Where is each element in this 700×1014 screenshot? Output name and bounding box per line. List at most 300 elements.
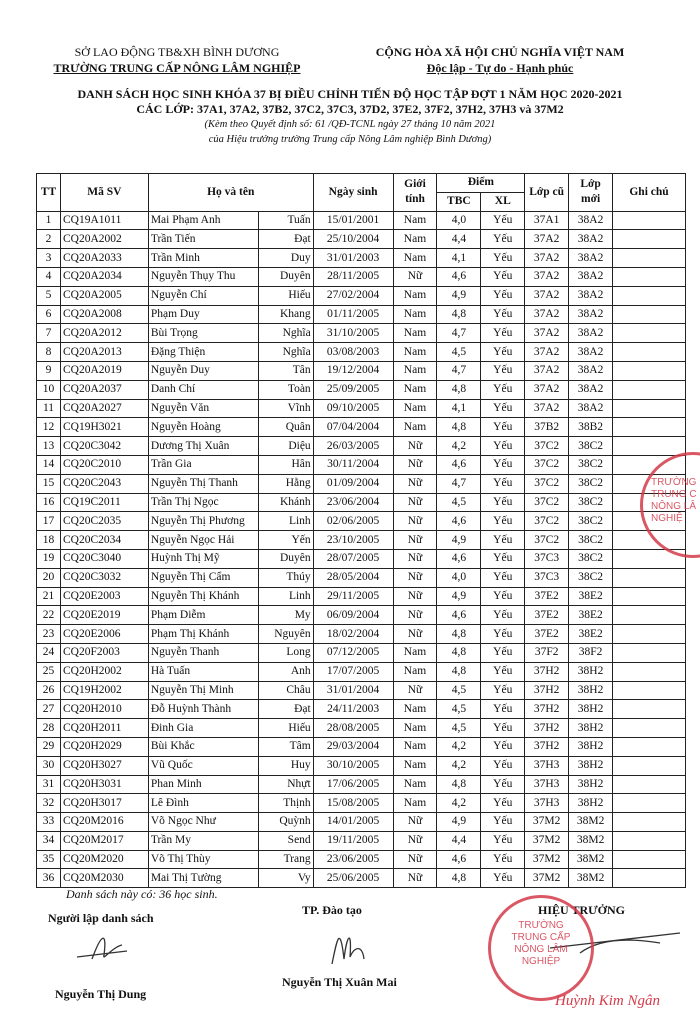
cell-cu: 37E2 [525,606,569,625]
cell-tt: 3 [37,249,61,268]
cell-xl: Yếu [481,662,525,681]
cell-ho: Nguyễn Thị Thanh [148,474,258,493]
cell-gt: Nam [393,249,437,268]
cell-ten: Duyên [258,267,313,286]
table-row [37,587,686,606]
cell-ghi-chu [613,380,686,399]
col-gioi-tinh: Giới tính [393,174,437,212]
cell-xl: Yếu [481,681,525,700]
cell-cu: 37H3 [525,794,569,813]
table-row [37,455,686,474]
cell-ma: CQ20A2005 [60,286,148,305]
cell-ten: Khánh [258,493,313,512]
cell-tbc: 4,2 [437,437,481,456]
cell-tt: 34 [37,831,61,850]
cell-ten: Nghĩa [258,343,313,362]
cell-ghi-chu [613,568,686,587]
cell-tbc: 4,5 [437,700,481,719]
table-row [37,531,686,550]
cell-ho: Phạm Thị Khánh [148,625,258,644]
table-row [37,625,686,644]
cell-tt: 11 [37,399,61,418]
cell-ghi-chu [613,662,686,681]
cell-ho: Nguyễn Thị Phương [148,512,258,531]
cell-moi: 38H2 [569,737,613,756]
cell-ghi-chu [613,869,686,888]
cell-gt: Nữ [393,512,437,531]
cell-tbc: 4,8 [437,643,481,662]
cell-tt: 12 [37,418,61,437]
document-subtitle: CÁC LỚP: 37A1, 37A2, 37B2, 37C2, 37C3, 37D2, 37E2, 37F2, 37H2, 37H3 và 37M2 [136,102,564,116]
cell-tt: 9 [37,361,61,380]
cell-ma: CQ20E2019 [60,606,148,625]
cell-xl: Yếu [481,643,525,662]
cell-ho: Nguyễn Hoàng [148,418,258,437]
cell-tbc: 4,6 [437,267,481,286]
cell-xl: Yếu [481,343,525,362]
cell-gt: Nữ [393,531,437,550]
cell-ho: Mai Thị Tường [148,869,258,888]
cell-moi: 38M2 [569,831,613,850]
cell-cu: 37C2 [525,512,569,531]
cell-ghi-chu [613,437,686,456]
cell-ns: 15/08/2005 [313,794,393,813]
cell-cu: 37C3 [525,568,569,587]
table-row [37,549,686,568]
cell-gt: Nữ [393,437,437,456]
table-row [37,681,686,700]
cell-cu: 37A1 [525,211,569,230]
table-row [37,719,686,738]
cell-ma: CQ20A2002 [60,230,148,249]
cell-ns: 25/10/2004 [313,230,393,249]
cell-ns: 28/11/2005 [313,267,393,286]
preparer-signature [72,927,152,967]
cell-tbc: 4,7 [437,474,481,493]
col-ho-ten: Họ và tên [148,174,313,212]
cell-ma: CQ20M2020 [60,850,148,869]
table-body [37,211,686,888]
cell-ns: 23/10/2005 [313,531,393,550]
cell-ten: Tâm [258,737,313,756]
cell-ma: CQ20E2006 [60,625,148,644]
cell-ten: Nghĩa [258,324,313,343]
cell-xl: Yếu [481,249,525,268]
cell-tt: 14 [37,455,61,474]
cell-ten: Nguyên [258,625,313,644]
cell-gt: Nữ [393,681,437,700]
cell-ghi-chu [613,418,686,437]
cell-ghi-chu [613,700,686,719]
cell-cu: 37H2 [525,700,569,719]
cell-cu: 37A2 [525,305,569,324]
cell-tt: 23 [37,625,61,644]
cell-moi: 38A2 [569,286,613,305]
cell-ho: Nguyễn Chí [148,286,258,305]
col-ma-sv: Mã SV [60,174,148,212]
cell-tbc: 4,6 [437,455,481,474]
cell-tbc: 4,4 [437,230,481,249]
cell-ho: Bùi Trọng [148,324,258,343]
table-row [37,286,686,305]
cell-ho: Phan Minh [148,775,258,794]
cell-gt: Nam [393,662,437,681]
table-row [37,643,686,662]
cell-gt: Nữ [393,813,437,832]
cell-tt: 17 [37,512,61,531]
table-row [37,230,686,249]
cell-tbc: 4,1 [437,399,481,418]
cell-ten: Quân [258,418,313,437]
cell-ghi-chu [613,794,686,813]
cell-cu: 37C3 [525,549,569,568]
cell-tt: 8 [37,343,61,362]
cell-tbc: 4,2 [437,737,481,756]
cell-ma: CQ20M2017 [60,831,148,850]
cell-moi: 38M2 [569,850,613,869]
cell-tt: 35 [37,850,61,869]
cell-ho: Trần Thị Ngọc [148,493,258,512]
cell-tt: 36 [37,869,61,888]
cell-xl: Yếu [481,719,525,738]
cell-cu: 37C2 [525,493,569,512]
cell-moi: 38C2 [569,531,613,550]
cell-ho: Nguyễn Thanh [148,643,258,662]
document-title: DANH SÁCH HỌC SINH KHÓA 37 BỊ ĐIỀU CHỈNH TIẾN ĐỘ HỌC TẬP ĐỢT 1 NĂM HỌC 2020-2021 [77,87,623,101]
cell-moi: 38A2 [569,305,613,324]
cell-tbc: 4,7 [437,361,481,380]
nation-motto: Độc lập - Tự do - Hạnh phúc [426,61,574,75]
cell-cu: 37E2 [525,587,569,606]
cell-ten: Toàn [258,380,313,399]
cell-tt: 28 [37,719,61,738]
col-ghi-chu: Ghi chú [613,174,686,212]
cell-ns: 26/03/2005 [313,437,393,456]
cell-ns: 24/11/2003 [313,700,393,719]
cell-ho: Đặng Thiện [148,343,258,362]
cell-tt: 10 [37,380,61,399]
cell-cu: 37C2 [525,474,569,493]
cell-moi: 38C2 [569,455,613,474]
cell-tbc: 4,8 [437,380,481,399]
cell-tbc: 4,6 [437,606,481,625]
cell-gt: Nữ [393,474,437,493]
cell-tbc: 4,8 [437,418,481,437]
cell-ma: CQ20H2011 [60,719,148,738]
cell-ns: 06/09/2004 [313,606,393,625]
cell-ten: Duy [258,249,313,268]
cell-ghi-chu [613,324,686,343]
cell-ghi-chu [613,267,686,286]
cell-ho: Nguyễn Văn [148,399,258,418]
cell-ten: Đạt [258,700,313,719]
cell-tt: 31 [37,775,61,794]
cell-gt: Nam [393,719,437,738]
cell-ma: CQ20A2037 [60,380,148,399]
cell-tt: 6 [37,305,61,324]
cell-moi: 38E2 [569,606,613,625]
cell-moi: 38B2 [569,418,613,437]
table-row [37,211,686,230]
cell-ns: 31/01/2004 [313,681,393,700]
training-name: Nguyễn Thị Xuân Mai [282,975,397,989]
cell-ten: Quỳnh [258,813,313,832]
cell-ma: CQ20A2019 [60,361,148,380]
cell-ns: 19/12/2004 [313,361,393,380]
cell-xl: Yếu [481,737,525,756]
cell-ten: Send [258,831,313,850]
cell-moi: 38M2 [569,813,613,832]
cell-tt: 30 [37,756,61,775]
cell-ghi-chu [613,211,686,230]
cell-ma: CQ20C2034 [60,531,148,550]
cell-moi: 38E2 [569,587,613,606]
principal-title: HIỆU TRƯỞNG [538,903,626,917]
cell-ma: CQ20C3032 [60,568,148,587]
cell-gt: Nữ [393,267,437,286]
cell-moi: 38H2 [569,700,613,719]
cell-xl: Yếu [481,568,525,587]
cell-xl: Yếu [481,606,525,625]
cell-ghi-chu [613,286,686,305]
table-row [37,399,686,418]
cell-xl: Yếu [481,380,525,399]
cell-xl: Yếu [481,324,525,343]
cell-tbc: 4,9 [437,813,481,832]
cell-ghi-chu [613,343,686,362]
cell-tt: 29 [37,737,61,756]
cell-moi: 38C2 [569,437,613,456]
cell-moi: 38E2 [569,625,613,644]
cell-ten: Hiếu [258,719,313,738]
cell-xl: Yếu [481,437,525,456]
cell-ho: Đỗ Huỳnh Thành [148,700,258,719]
cell-cu: 37A2 [525,380,569,399]
cell-ns: 19/11/2005 [313,831,393,850]
cell-xl: Yếu [481,418,525,437]
cell-ns: 25/09/2005 [313,380,393,399]
cell-ho: Nguyễn Duy [148,361,258,380]
cell-tt: 22 [37,606,61,625]
cell-moi: 38H2 [569,719,613,738]
cell-tbc: 4,6 [437,850,481,869]
cell-ten: Diệu [258,437,313,456]
cell-moi: 38A2 [569,399,613,418]
cell-ma: CQ20C2035 [60,512,148,531]
table-header-row [37,174,686,193]
cell-xl: Yếu [481,512,525,531]
cell-cu: 37H3 [525,775,569,794]
cell-ho: Vũ Quốc [148,756,258,775]
cell-ns: 23/06/2005 [313,850,393,869]
cell-ho: Trần Gia [148,455,258,474]
cell-ns: 14/01/2005 [313,813,393,832]
cell-tt: 24 [37,643,61,662]
cell-tt: 32 [37,794,61,813]
cell-cu: 37H3 [525,756,569,775]
cell-moi: 38A2 [569,211,613,230]
cell-moi: 38C2 [569,474,613,493]
cell-ho: Nguyễn Thụy Thu [148,267,258,286]
table-row [37,418,686,437]
table-row [37,850,686,869]
cell-gt: Nam [393,737,437,756]
cell-ho: Nguyễn Thị Cẩm [148,568,258,587]
cell-ten: My [258,606,313,625]
cell-tt: 19 [37,549,61,568]
cell-xl: Yếu [481,211,525,230]
cell-ho: Huỳnh Thị Mỹ [148,549,258,568]
cell-ma: CQ20H2010 [60,700,148,719]
cell-gt: Nữ [393,606,437,625]
cell-ma: CQ20C2043 [60,474,148,493]
cell-tt: 1 [37,211,61,230]
cell-ns: 30/10/2005 [313,756,393,775]
cell-cu: 37H2 [525,681,569,700]
side-seal-line-1: TRƯỜNG [651,477,697,488]
cell-tbc: 4,5 [437,493,481,512]
cell-tt: 33 [37,813,61,832]
cell-tbc: 4,6 [437,512,481,531]
seal-line-1: TRƯỜNG [518,920,564,931]
cell-xl: Yếu [481,756,525,775]
cell-gt: Nam [393,399,437,418]
cell-xl: Yếu [481,831,525,850]
cell-ma: CQ20H3031 [60,775,148,794]
cell-ma: CQ20A2008 [60,305,148,324]
cell-ho: Phạm Diễm [148,606,258,625]
cell-ns: 17/07/2005 [313,662,393,681]
table-row [37,813,686,832]
table-row [37,756,686,775]
cell-ghi-chu [613,399,686,418]
nation-title: CỘNG HÒA XÃ HỘI CHỦ NGHĨA VIỆT NAM [375,45,625,59]
cell-ho: Võ Ngọc Như [148,813,258,832]
table-row [37,380,686,399]
cell-tbc: 4,9 [437,286,481,305]
cell-ns: 07/12/2005 [313,643,393,662]
cell-moi: 38C2 [569,549,613,568]
cell-moi: 38A2 [569,267,613,286]
cell-cu: 37B2 [525,418,569,437]
training-signature [322,919,382,969]
cell-ho: Nguyễn Ngọc Hải [148,531,258,550]
cell-gt: Nam [393,700,437,719]
cell-ten: Châu [258,681,313,700]
cell-ns: 23/06/2004 [313,493,393,512]
cell-ghi-chu [613,249,686,268]
cell-ma: CQ20H2002 [60,662,148,681]
cell-tbc: 4,7 [437,324,481,343]
cell-gt: Nam [393,794,437,813]
cell-moi: 38A2 [569,343,613,362]
cell-ns: 17/06/2005 [313,775,393,794]
cell-ma: CQ20C3040 [60,549,148,568]
table-row [37,794,686,813]
cell-tbc: 4,8 [437,625,481,644]
cell-cu: 37A2 [525,361,569,380]
cell-cu: 37E2 [525,625,569,644]
table-row [37,869,686,888]
cell-gt: Nam [393,418,437,437]
seal-line-2: TRUNG CẤP [511,932,571,943]
cell-ns: 31/01/2003 [313,249,393,268]
student-count: Danh sách này có: 36 học sinh. [66,887,218,901]
cell-tbc: 4,5 [437,343,481,362]
cell-ma: CQ20M2030 [60,869,148,888]
cell-moi: 38C2 [569,493,613,512]
cell-ma: CQ19C2011 [60,493,148,512]
cell-ns: 28/08/2005 [313,719,393,738]
cell-ten: Nhựt [258,775,313,794]
cell-tt: 20 [37,568,61,587]
cell-xl: Yếu [481,455,525,474]
table-row [37,474,686,493]
cell-xl: Yếu [481,775,525,794]
cell-gt: Nữ [393,831,437,850]
cell-ma: CQ19A1011 [60,211,148,230]
cell-tbc: 4,5 [437,681,481,700]
cell-ten: Hân [258,455,313,474]
official-seal [488,895,594,1001]
cell-moi: 38A2 [569,230,613,249]
table-row [37,512,686,531]
cell-ghi-chu [613,756,686,775]
preparer-name: Nguyễn Thị Dung [55,987,147,1001]
cell-ma: CQ20A2033 [60,249,148,268]
cell-ns: 25/06/2005 [313,869,393,888]
cell-tbc: 4,1 [437,249,481,268]
cell-xl: Yếu [481,850,525,869]
cell-cu: 37C2 [525,455,569,474]
cell-gt: Nam [393,324,437,343]
cell-xl: Yếu [481,531,525,550]
cell-cu: 37H2 [525,719,569,738]
cell-ma: CQ20E2003 [60,587,148,606]
cell-ma: CQ20H3027 [60,756,148,775]
cell-cu: 37M2 [525,850,569,869]
table-row [37,568,686,587]
cell-cu: 37A2 [525,324,569,343]
preparer-title: Người lập danh sách [48,911,154,925]
cell-ma: CQ20C2010 [60,455,148,474]
cell-tt: 4 [37,267,61,286]
cell-ho: Nguyễn Thị Khánh [148,587,258,606]
cell-moi: 38A2 [569,361,613,380]
cell-gt: Nữ [393,568,437,587]
cell-ho: Bùi Khắc [148,737,258,756]
school-name: TRƯỜNG TRUNG CẤP NÔNG LÂM NGHIỆP [53,61,301,75]
cell-gt: Nữ [393,455,437,474]
cell-xl: Yếu [481,286,525,305]
cell-tt: 26 [37,681,61,700]
cell-ma: CQ20A2013 [60,343,148,362]
cell-tbc: 4,6 [437,549,481,568]
cell-tbc: 4,2 [437,756,481,775]
table-row [37,437,686,456]
cell-ho: Trần Tiến [148,230,258,249]
cell-cu: 37H2 [525,737,569,756]
table-row [37,606,686,625]
cell-moi: 38H2 [569,794,613,813]
cell-ho: Nguyễn Thị Minh [148,681,258,700]
cell-ten: Vĩnh [258,399,313,418]
cell-ho: Mai Phạm Anh [148,211,258,230]
table-row [37,662,686,681]
cell-moi: 38C2 [569,512,613,531]
cell-tt: 25 [37,662,61,681]
cell-ghi-chu [613,831,686,850]
